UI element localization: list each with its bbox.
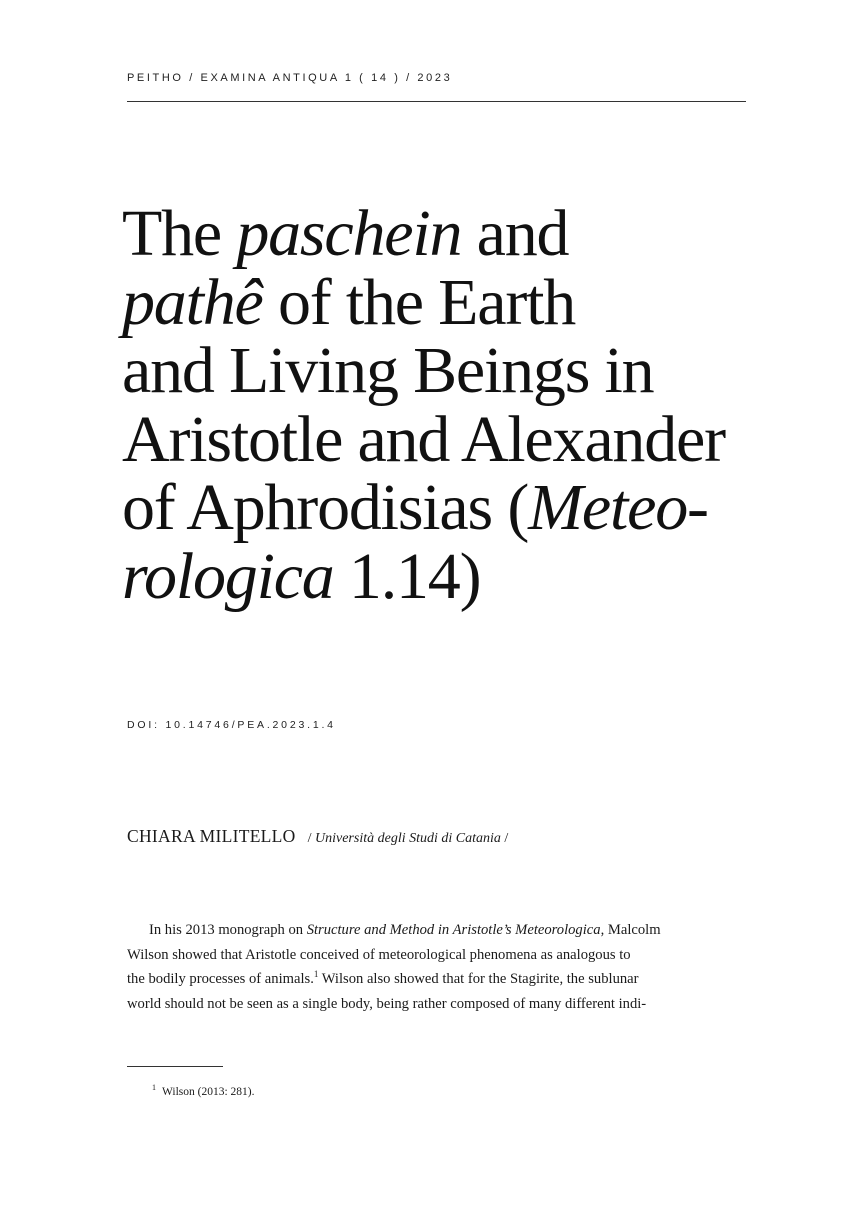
footnote-ref[interactable]: 1 xyxy=(313,969,319,980)
title-line-6 xyxy=(122,539,762,613)
title-line-3: and Living Beings in xyxy=(122,334,654,407)
title-text: of Aphrodisias ( xyxy=(122,471,529,544)
footnote-number: 1 xyxy=(152,1083,156,1093)
footnote-rule xyxy=(127,1066,223,1067)
body-line-1 xyxy=(127,918,747,943)
affiliation-slash: / xyxy=(500,831,509,846)
author-name: CHIARA MILITELLO xyxy=(127,826,296,846)
affiliation-slash: / xyxy=(307,831,315,846)
title-italic-term: rologica xyxy=(122,539,334,613)
title-italic-term: paschein xyxy=(236,197,462,270)
title-line-5 xyxy=(122,471,762,544)
footnote-text: Wilson (2013: 281). xyxy=(162,1086,255,1098)
title-line-2 xyxy=(122,265,762,339)
article-title xyxy=(122,197,762,613)
body-line-3 xyxy=(127,967,747,992)
title-line-4: Aristotle and Alexander xyxy=(122,402,725,476)
author-affiliation xyxy=(308,831,509,846)
affiliation-name: Università degli Studi di Catania xyxy=(315,831,501,846)
body-text: In his 2013 monograph on xyxy=(149,922,307,938)
title-text: The xyxy=(122,197,237,270)
title-text: 1.14) xyxy=(333,539,481,613)
footnote xyxy=(152,1083,255,1098)
body-line-2: Wilson showed that Aristotle conceived of meteorological phenomena as analogous to xyxy=(127,946,631,963)
title-italic-term: pathê xyxy=(122,265,263,339)
body-text: Wilson also showed that for the Stagirite, the sublunar xyxy=(318,971,639,987)
title-text: and xyxy=(461,197,569,270)
title-text: of the Earth xyxy=(262,265,576,339)
book-title: Structure and Method in Aristotle’s Meteorologica xyxy=(306,922,601,938)
byline xyxy=(127,826,508,847)
header-rule xyxy=(127,101,746,102)
body-line-4: world should not be seen as a single body, being rather composed of many different indi- xyxy=(127,995,647,1012)
body-text: the bodily processes of animals. xyxy=(127,971,314,987)
running-head: PEITHO / EXAMINA ANTIQUA 1 ( 14 ) / 2023 xyxy=(127,72,453,84)
body-paragraph xyxy=(127,918,747,1016)
doi-line: DOI: 10.14746/PEA.2023.1.4 xyxy=(127,719,336,731)
body-text: , Malcolm xyxy=(600,922,661,938)
title-italic-term: Meteo- xyxy=(528,471,708,544)
title-line-1 xyxy=(122,197,762,270)
